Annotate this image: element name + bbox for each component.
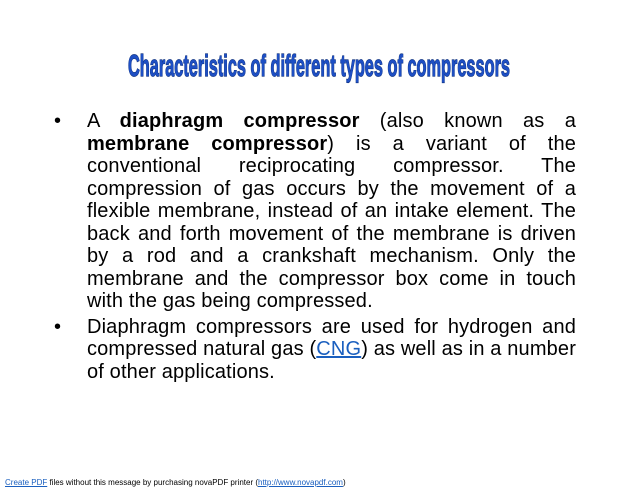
slide-title <box>0 40 638 90</box>
footer-end-text: ) <box>342 478 346 487</box>
bullet-text-part: A <box>87 110 120 132</box>
bullet-text-part: Diaphragm compressors are used for hydrogen and compressed natural gas ( <box>87 315 576 360</box>
bullet-text-part: (also known as a <box>359 110 576 132</box>
footer-middle-text: files without this message by purchasing novaPDF printer ( <box>47 478 258 487</box>
slide-body <box>54 110 576 386</box>
bullet-item-diaphragm <box>54 110 576 313</box>
cng-link[interactable]: CNG <box>316 338 362 360</box>
bullet-text <box>87 110 576 313</box>
pdf-watermark-footer <box>5 478 346 488</box>
bullet-item-uses <box>54 316 576 384</box>
term-diaphragm-compressor: diaphragm compressor <box>119 110 360 132</box>
create-pdf-link[interactable]: Create PDF <box>5 478 48 487</box>
bullet-text <box>87 316 576 384</box>
novapdf-url-link[interactable]: http://www.novapdf.com <box>258 478 343 487</box>
bullet-text-part: ) as well as in a number of other applications. <box>87 338 576 383</box>
bullet-marker: • <box>54 110 62 132</box>
bullet-marker: • <box>54 315 62 338</box>
term-membrane-compressor: membrane compressor <box>87 132 328 155</box>
slide-title-text: Characteristics of different types of compressors <box>128 48 510 83</box>
bullet-text-part: ) is a variant of the conventional reciprocating compressor. The compression of gas occurs by the movement of a flexible membrane, instead of an intake element. The back and forth movement of the membrane is driven by a rod and a crankshaft mechanism. Only the membrane and the compressor box come in touch with the gas being compressed. <box>87 132 576 312</box>
slide-title-graphic <box>0 40 638 90</box>
